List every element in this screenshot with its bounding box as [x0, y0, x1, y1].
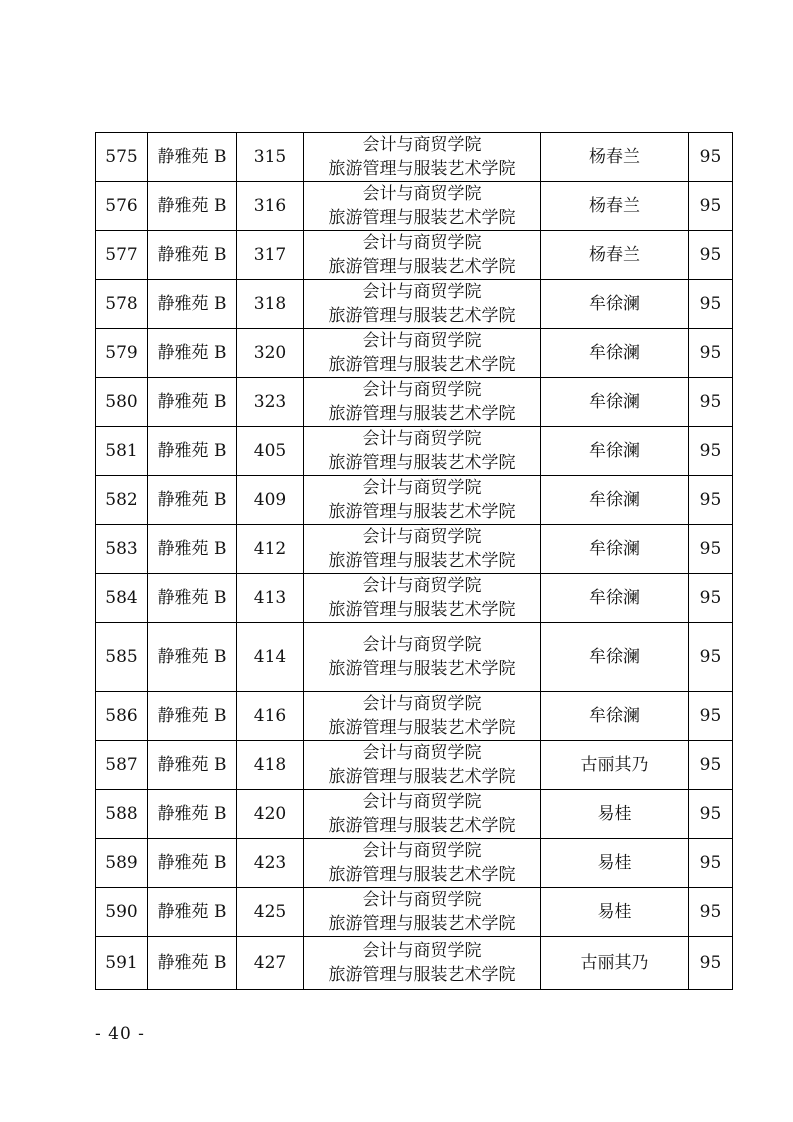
college-line-2: 旅游管理与服装艺术学院	[328, 718, 516, 738]
college-cell	[304, 525, 541, 574]
name-cell: 杨春兰	[541, 182, 689, 231]
table-row	[96, 280, 733, 329]
table-row	[96, 741, 733, 790]
room-cell: 427	[237, 937, 304, 990]
name-cell: 牟徐澜	[541, 623, 689, 692]
row-number: 588	[96, 790, 148, 839]
college-cell	[304, 937, 541, 990]
name-cell: 古丽其乃	[541, 741, 689, 790]
college-line-2: 旅游管理与服装艺术学院	[328, 159, 516, 179]
college-cell	[304, 182, 541, 231]
room-cell: 320	[237, 329, 304, 378]
row-number: 585	[96, 623, 148, 692]
name-cell: 杨春兰	[541, 231, 689, 280]
name-cell: 古丽其乃	[541, 937, 689, 990]
college-line-2: 旅游管理与服装艺术学院	[328, 404, 516, 424]
score-cell: 95	[689, 574, 733, 623]
building-cell: 静雅苑 B	[148, 231, 237, 280]
name-cell: 牟徐澜	[541, 427, 689, 476]
college-line-2: 旅游管理与服装艺术学院	[328, 306, 516, 326]
score-cell: 95	[689, 280, 733, 329]
table-row	[96, 182, 733, 231]
row-number: 591	[96, 937, 148, 990]
college-cell	[304, 231, 541, 280]
row-number: 581	[96, 427, 148, 476]
row-number: 579	[96, 329, 148, 378]
name-cell: 易桂	[541, 790, 689, 839]
row-number: 583	[96, 525, 148, 574]
name-cell: 杨春兰	[541, 133, 689, 182]
table-row	[96, 692, 733, 741]
room-cell: 420	[237, 790, 304, 839]
room-cell: 425	[237, 888, 304, 937]
score-cell: 95	[689, 623, 733, 692]
room-cell: 315	[237, 133, 304, 182]
score-cell: 95	[689, 888, 733, 937]
college-line-2: 旅游管理与服装艺术学院	[328, 502, 516, 522]
name-cell: 牟徐澜	[541, 378, 689, 427]
college-line-2: 旅游管理与服装艺术学院	[328, 208, 516, 228]
row-number: 586	[96, 692, 148, 741]
row-number: 576	[96, 182, 148, 231]
room-cell: 323	[237, 378, 304, 427]
college-line-1: 会计与商贸学院	[362, 233, 482, 253]
college-line-1: 会计与商贸学院	[362, 635, 482, 655]
college-line-1: 会计与商贸学院	[362, 890, 482, 910]
building-cell: 静雅苑 B	[148, 476, 237, 525]
name-cell: 牟徐澜	[541, 525, 689, 574]
row-number: 584	[96, 574, 148, 623]
row-number: 578	[96, 280, 148, 329]
college-line-1: 会计与商贸学院	[362, 331, 482, 351]
college-line-1: 会计与商贸学院	[362, 792, 482, 812]
room-cell: 318	[237, 280, 304, 329]
building-cell: 静雅苑 B	[148, 937, 237, 990]
building-cell: 静雅苑 B	[148, 378, 237, 427]
college-cell	[304, 280, 541, 329]
name-cell: 牟徐澜	[541, 280, 689, 329]
building-cell: 静雅苑 B	[148, 133, 237, 182]
building-cell: 静雅苑 B	[148, 574, 237, 623]
table-row	[96, 937, 733, 990]
college-line-2: 旅游管理与服装艺术学院	[328, 914, 516, 934]
college-cell	[304, 329, 541, 378]
table-row	[96, 133, 733, 182]
building-cell: 静雅苑 B	[148, 790, 237, 839]
room-cell: 416	[237, 692, 304, 741]
score-cell: 95	[689, 790, 733, 839]
page-number: - 40 -	[95, 1024, 145, 1044]
score-cell: 95	[689, 378, 733, 427]
table-row	[96, 623, 733, 692]
college-cell	[304, 574, 541, 623]
college-line-1: 会计与商贸学院	[362, 429, 482, 449]
college-line-1: 会计与商贸学院	[362, 380, 482, 400]
college-line-2: 旅游管理与服装艺术学院	[328, 355, 516, 375]
score-cell: 95	[689, 525, 733, 574]
score-cell: 95	[689, 329, 733, 378]
row-number: 587	[96, 741, 148, 790]
college-cell	[304, 623, 541, 692]
college-line-2: 旅游管理与服装艺术学院	[328, 551, 516, 571]
score-cell: 95	[689, 839, 733, 888]
building-cell: 静雅苑 B	[148, 182, 237, 231]
row-number: 590	[96, 888, 148, 937]
table-row	[96, 790, 733, 839]
building-cell: 静雅苑 B	[148, 839, 237, 888]
college-line-2: 旅游管理与服装艺术学院	[328, 767, 516, 787]
building-cell: 静雅苑 B	[148, 329, 237, 378]
college-cell	[304, 741, 541, 790]
table-body	[96, 133, 733, 990]
college-line-2: 旅游管理与服装艺术学院	[328, 453, 516, 473]
room-cell: 414	[237, 623, 304, 692]
score-cell: 95	[689, 231, 733, 280]
college-cell	[304, 378, 541, 427]
college-line-1: 会计与商贸学院	[362, 527, 482, 547]
room-cell: 316	[237, 182, 304, 231]
name-cell: 牟徐澜	[541, 329, 689, 378]
table-row	[96, 525, 733, 574]
dormitory-score-table	[95, 132, 733, 990]
table-row	[96, 839, 733, 888]
college-cell	[304, 888, 541, 937]
table-row	[96, 476, 733, 525]
building-cell: 静雅苑 B	[148, 427, 237, 476]
college-line-1: 会计与商贸学院	[362, 576, 482, 596]
table-row	[96, 231, 733, 280]
building-cell: 静雅苑 B	[148, 692, 237, 741]
row-number: 575	[96, 133, 148, 182]
college-line-1: 会计与商贸学院	[362, 478, 482, 498]
college-cell	[304, 790, 541, 839]
college-line-2: 旅游管理与服装艺术学院	[328, 865, 516, 885]
college-cell	[304, 427, 541, 476]
college-cell	[304, 839, 541, 888]
college-line-1: 会计与商贸学院	[362, 941, 482, 961]
room-cell: 418	[237, 741, 304, 790]
college-line-1: 会计与商贸学院	[362, 694, 482, 714]
score-cell: 95	[689, 182, 733, 231]
building-cell: 静雅苑 B	[148, 525, 237, 574]
college-line-2: 旅游管理与服装艺术学院	[328, 816, 516, 836]
name-cell: 牟徐澜	[541, 574, 689, 623]
college-cell	[304, 692, 541, 741]
row-number: 580	[96, 378, 148, 427]
college-cell	[304, 133, 541, 182]
college-line-2: 旅游管理与服装艺术学院	[328, 257, 516, 277]
building-cell: 静雅苑 B	[148, 623, 237, 692]
room-cell: 423	[237, 839, 304, 888]
room-cell: 317	[237, 231, 304, 280]
room-cell: 405	[237, 427, 304, 476]
name-cell: 易桂	[541, 888, 689, 937]
room-cell: 413	[237, 574, 304, 623]
building-cell: 静雅苑 B	[148, 741, 237, 790]
table-row	[96, 378, 733, 427]
table-row	[96, 574, 733, 623]
room-cell: 412	[237, 525, 304, 574]
name-cell: 牟徐澜	[541, 692, 689, 741]
row-number: 589	[96, 839, 148, 888]
score-cell: 95	[689, 427, 733, 476]
row-number: 582	[96, 476, 148, 525]
room-cell: 409	[237, 476, 304, 525]
table-row	[96, 329, 733, 378]
college-line-2: 旅游管理与服装艺术学院	[328, 659, 516, 679]
table-row	[96, 888, 733, 937]
table-row	[96, 427, 733, 476]
college-cell	[304, 476, 541, 525]
college-line-1: 会计与商贸学院	[362, 282, 482, 302]
score-cell: 95	[689, 741, 733, 790]
college-line-1: 会计与商贸学院	[362, 743, 482, 763]
college-line-2: 旅游管理与服装艺术学院	[328, 600, 516, 620]
score-cell: 95	[689, 937, 733, 990]
college-line-1: 会计与商贸学院	[362, 841, 482, 861]
name-cell: 牟徐澜	[541, 476, 689, 525]
building-cell: 静雅苑 B	[148, 280, 237, 329]
score-cell: 95	[689, 692, 733, 741]
college-line-1: 会计与商贸学院	[362, 135, 482, 155]
college-line-1: 会计与商贸学院	[362, 184, 482, 204]
score-cell: 95	[689, 133, 733, 182]
name-cell: 易桂	[541, 839, 689, 888]
college-line-2: 旅游管理与服装艺术学院	[328, 965, 516, 985]
score-cell: 95	[689, 476, 733, 525]
row-number: 577	[96, 231, 148, 280]
building-cell: 静雅苑 B	[148, 888, 237, 937]
